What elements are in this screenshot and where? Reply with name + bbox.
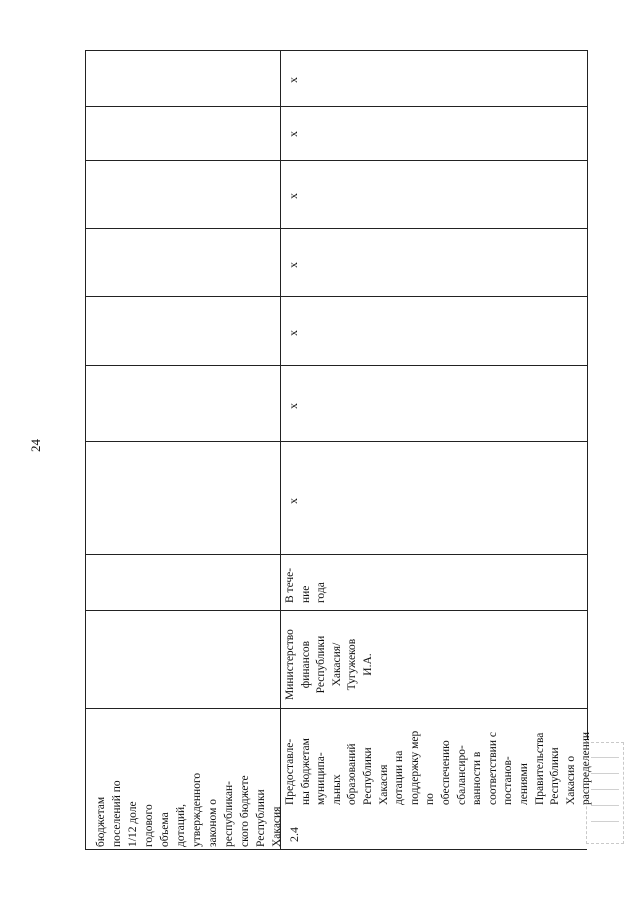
- row-deadline: В тече- ние года: [284, 567, 327, 603]
- table-border-left: [85, 50, 86, 850]
- mark-x: x: [286, 403, 300, 409]
- column-separator: [85, 160, 587, 161]
- mark-x: x: [286, 193, 300, 199]
- mark-x: x: [286, 262, 300, 268]
- page-number: 24: [28, 439, 43, 452]
- continued-description: бюджетам поселений по 1/12 доле годового объема дотаций, утвержденного законом о республикан- ского бюджете Республики Хакасия: [95, 772, 283, 847]
- stamp: [586, 742, 624, 844]
- mark-x: x: [286, 77, 300, 83]
- row-number: 2.4: [287, 827, 301, 842]
- column-separator: [85, 610, 587, 611]
- mark-x: x: [286, 498, 300, 504]
- column-separator: [85, 441, 587, 442]
- column-separator: [85, 365, 587, 366]
- column-separator: [85, 554, 587, 555]
- table-border-bottom: [85, 849, 587, 850]
- row-responsible: Министерство финансов Республики Хакасия/ Тугужеков И.А.: [284, 629, 374, 700]
- column-separator: [85, 296, 587, 297]
- table-border-right: [587, 50, 588, 740]
- mark-x: x: [286, 330, 300, 336]
- column-separator: [85, 708, 587, 709]
- row-description: Предоставле- ны бюджетам муниципа- льных образований Республики Хакасия дотации на поддержку мер по обеспечению сбалансиро- ванности в соответствии с постанов- лениями Правительства Республики Хакасия о распределении: [284, 730, 593, 805]
- row-separator: [280, 50, 281, 850]
- column-separator: [85, 50, 587, 51]
- column-separator: [85, 228, 587, 229]
- column-separator: [85, 106, 587, 107]
- mark-x: x: [286, 131, 300, 137]
